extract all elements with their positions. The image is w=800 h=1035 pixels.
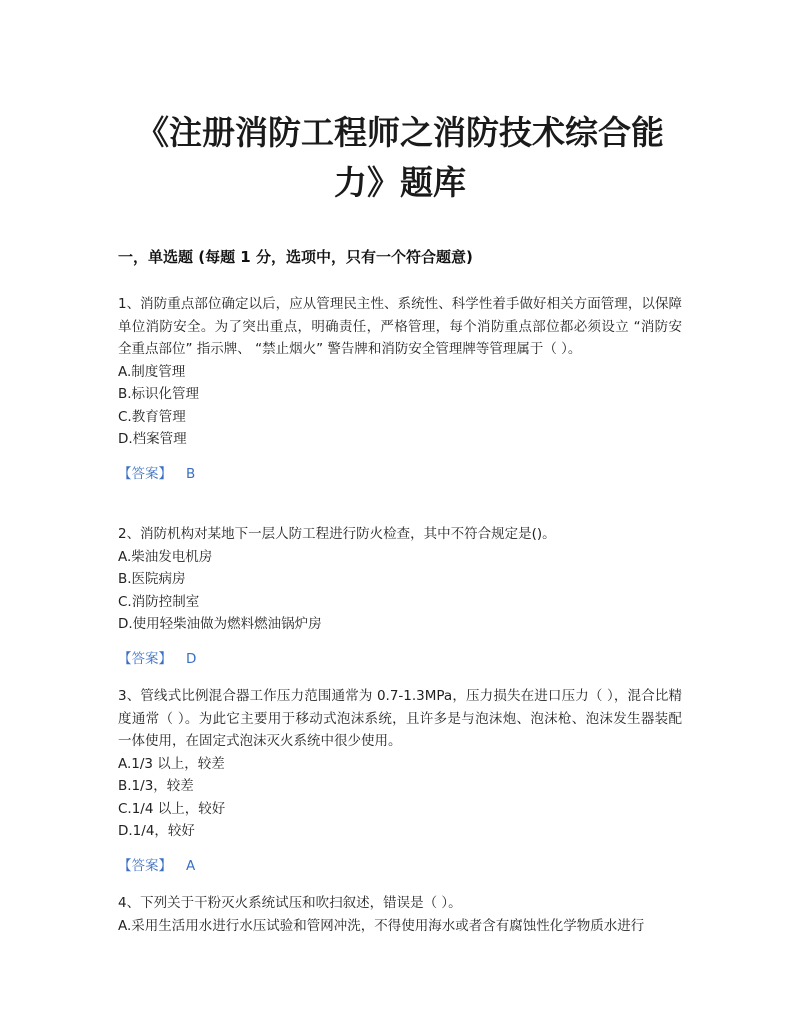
question-2 [118,523,682,682]
question-3 [118,685,682,889]
option-c: C.1/4 以上，较好 [118,800,226,817]
answer-label: 【答案】 [118,465,172,482]
option-a: A.1/3 以上，较差 [118,755,225,772]
question-stem: 2、消防机构对某地下一层人防工程进行防火检查，其中不符合规定是()。 [118,526,556,542]
option-d: D.1/4，较好 [118,823,195,839]
answer-value: B [186,465,196,482]
answer-value: A [186,857,196,874]
option-d: D.使用轻柴油做为燃料燃油锅炉房 [118,616,322,632]
answer-value: D [186,650,197,667]
question-stem: 1、消防重点部位确定以后，应从管理民主性、系统性、科学性着手做好相关方面管理，以保障单位消防安全。为了突出重点，明确责任，严格管理，每个消防重点部位都必须设立 “消防安全重点部位” 指示牌、 “禁止烟火” 警告牌和消防安全管理牌等管理属于（ ）。 [118,296,682,357]
question-stem: 3、管线式比例混合器工作压力范围通常为 0.7-1.3MPa，压力损失在进口压力（ ），混合比精度通常（ ）。为此它主要用于移动式泡沫系统，且许多是与泡沫炮、泡沫枪、泡沫发生器装配一体使用，在固定式泡沫灭火系统中很少使用。 [118,688,682,749]
question-stem: 4、下列关于干粉灭火系统试压和吹扫叙述，错误是（ ）。 [118,895,462,911]
section-heading: 一，单选题 (每题 1 分，选项中，只有一个符合题意) [118,248,473,266]
answer-label: 【答案】 [118,857,172,874]
answer-line [118,648,682,671]
option-c: C.消防控制室 [118,593,200,610]
option-b: B.1/3，较差 [118,778,194,794]
option-b: B.医院病房 [118,571,186,587]
option-d: D.档案管理 [118,431,187,447]
option-c: C.教育管理 [118,408,186,425]
option-a: A.制度管理 [118,363,186,380]
option-a: A.采用生活用水进行水压试验和管网冲洗，不得使用海水或者含有腐蚀性化学物质水进行 [118,917,645,934]
option-b: B.标识化管理 [118,386,200,402]
question-1 [118,293,682,497]
answer-line [118,855,682,878]
question-4 [118,892,682,937]
option-a: A.柴油发电机房 [118,548,213,565]
answer-label: 【答案】 [118,650,172,667]
answer-line [118,463,682,486]
document-title: 《注册消防工程师之消防技术综合能力》题库 [136,113,664,202]
